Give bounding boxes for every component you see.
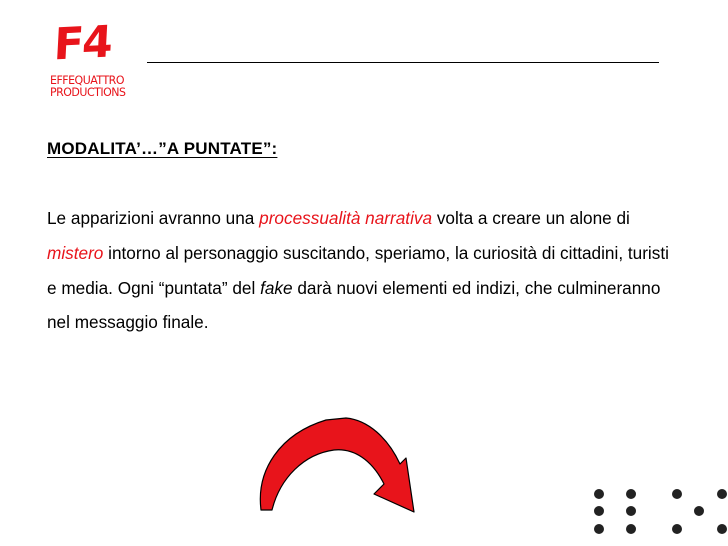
curved-arrow-icon [248,412,454,518]
paragraph-text-3: intorno al personaggio suscitando, speriamo, la curiosità di cittadini, turisti e media. Ogni “puntata” del [47,242,669,298]
logo-text-line1: EFFEQUATTRO [50,73,124,88]
description-paragraph [47,201,677,340]
highlight-mistero: mistero [47,242,104,263]
header-divider [147,62,659,63]
logo-mark: F4 [52,16,113,71]
highlight-processualita: processualità narrativa [259,208,433,228]
italic-fake: fake [260,277,293,298]
section-title: MODALITA’…”A PUNTATE”: [47,139,278,158]
paragraph-text-2: volta a creare un alone di [432,208,630,228]
dice-dots-icon [580,478,728,546]
paragraph-text-4: darà nuovi elementi ed indizi, che culmineranno nel messaggio finale. [47,277,661,333]
effequattro-logo [46,16,130,104]
paragraph-text-1: Le apparizioni avranno una [47,208,260,228]
logo-text-line2: PRODUCTIONS [50,85,126,100]
